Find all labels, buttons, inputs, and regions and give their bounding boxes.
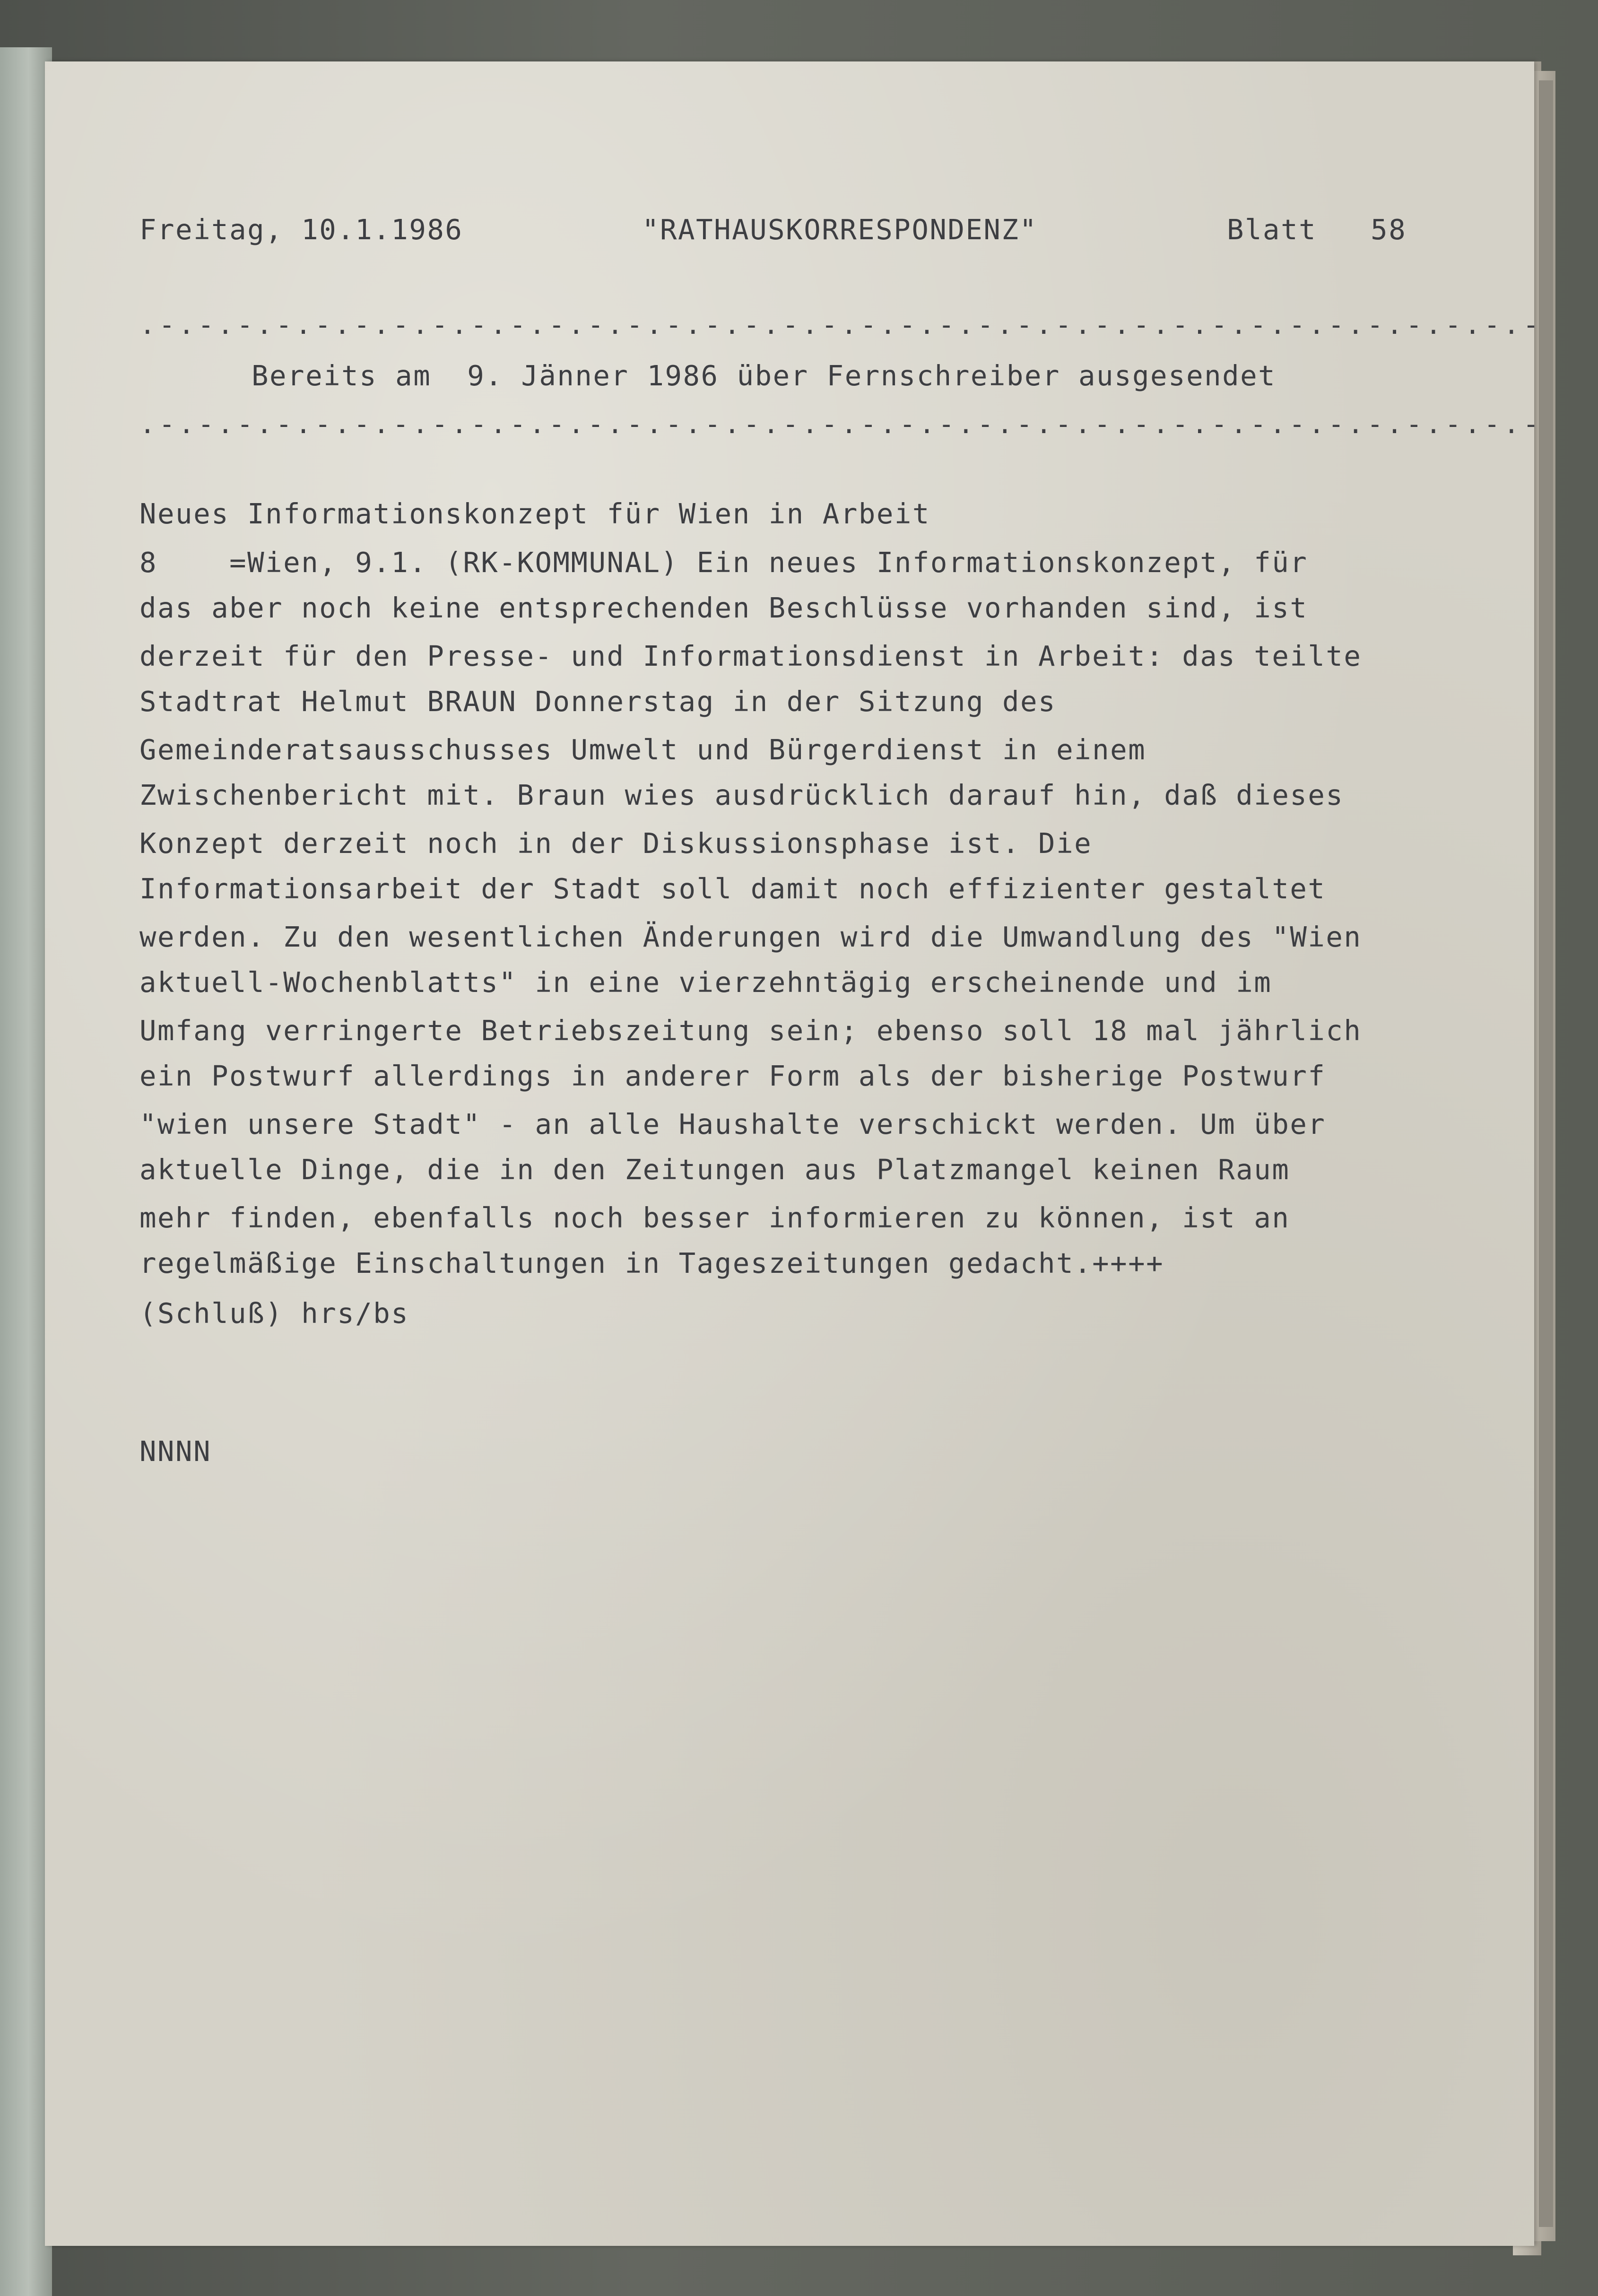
- body-line: derzeit für den Presse- und Informationsdienst in Arbeit: das teilte: [139, 640, 1362, 672]
- body-line: aktuelle Dinge, die in den Zeitungen aus Platzmangel keinen Raum: [139, 1153, 1290, 1186]
- body-line: Zwischenbericht mit. Braun wies ausdrücklich darauf hin, daß dieses: [139, 779, 1344, 811]
- separator-line-top: .-.-.-.-.-.-.-.-.-.-.-.-.-.-.-.-.-.-.-.-.-.-.-.-.-.-.-.-.-.-.-.-.-.-.-.-: [139, 310, 1543, 340]
- end-mark: NNNN: [139, 1435, 212, 1468]
- article-title: Neues Informationskonzept für Wien in Arbeit: [139, 497, 930, 530]
- body-line: mehr finden, ebenfalls noch besser informieren zu können, ist an: [139, 1201, 1290, 1234]
- header-sheet-number: Blatt 58: [1227, 213, 1407, 246]
- header-date: Freitag, 10.1.1986: [139, 213, 463, 246]
- body-line: werden. Zu den wesentlichen Änderungen wird die Umwandlung des "Wien: [139, 921, 1362, 953]
- body-line: aktuell-Wochenblatts" in eine vierzehntägig erscheinende und im: [139, 966, 1272, 999]
- body-line: "wien unsere Stadt" - an alle Haushalte verschickt werden. Um über: [139, 1108, 1326, 1140]
- body-line: 8 =Wien, 9.1. (RK-KOMMUNAL) Ein neues Informationskonzept, für: [139, 546, 1308, 579]
- facing-page-edge: [0, 47, 52, 2296]
- document-page: [45, 61, 1543, 2246]
- header-publication: "RATHAUSKORRESPONDENZ": [642, 213, 1038, 246]
- body-line: Stadtrat Helmut BRAUN Donnerstag in der Sitzung des: [139, 685, 1057, 718]
- body-line: (Schluß) hrs/bs: [139, 1297, 409, 1330]
- separator-line-bottom: .-.-.-.-.-.-.-.-.-.-.-.-.-.-.-.-.-.-.-.-.-.-.-.-.-.-.-.-.-.-.-.-.-.-.-.-: [139, 409, 1543, 440]
- body-line: Informationsarbeit der Stadt soll damit noch effizienter gestaltet: [139, 872, 1326, 905]
- dispatch-note: Bereits am 9. Jänner 1986 über Fernschreiber ausgesendet: [252, 359, 1277, 392]
- page-stack-edge: [1539, 80, 1553, 2227]
- body-line: ein Postwurf allerdings in anderer Form als der bisherige Postwurf: [139, 1060, 1326, 1092]
- body-line: das aber noch keine entsprechenden Beschlüsse vorhanden sind, ist: [139, 591, 1308, 624]
- body-line: regelmäßige Einschaltungen in Tageszeitungen gedacht.++++: [139, 1247, 1164, 1279]
- body-line: Umfang verringerte Betriebszeitung sein; ebenso soll 18 mal jährlich: [139, 1014, 1362, 1047]
- body-line: Gemeinderatsausschusses Umwelt und Bürgerdienst in einem: [139, 733, 1146, 766]
- body-line: Konzept derzeit noch in der Diskussionsphase ist. Die: [139, 827, 1093, 860]
